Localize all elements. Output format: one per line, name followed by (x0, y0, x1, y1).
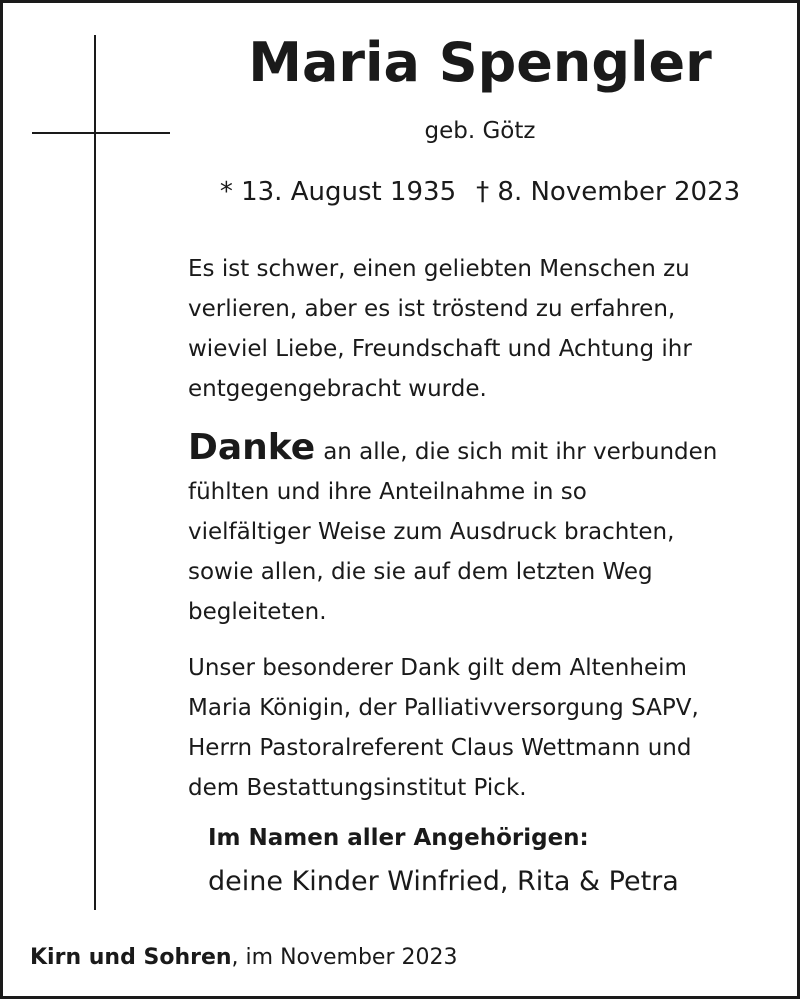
paragraph-line: Unser besonderer Dank gilt dem Altenheim (188, 655, 687, 681)
paragraph-line: sowie allen, die sie auf dem letzten Weg (188, 559, 653, 585)
paragraph-line: Es ist schwer, einen geliebten Menschen zu (188, 256, 690, 282)
paragraph-line: verlieren, aber es ist tröstend zu erfahren, (188, 296, 676, 322)
notice-date: , im November 2023 (231, 945, 458, 970)
paragraph-line: vielfältiger Weise zum Ausdruck brachten, (188, 519, 675, 545)
paragraph-line: begleiteten. (188, 599, 327, 625)
signatories: deine Kinder Winfried, Rita & Petra (208, 866, 679, 897)
closing-line: Im Namen aller Angehörigen: (208, 825, 589, 851)
thanks-paragraph (188, 428, 778, 632)
paragraph-line: entgegengebracht wurde. (188, 376, 487, 402)
paragraph-line: Maria Königin, der Palliativversorgung SAPV, (188, 695, 699, 721)
death-date: † 8. November 2023 (476, 177, 741, 207)
paragraph-line (188, 428, 778, 472)
paragraph-line: dem Bestattungsinstitut Pick. (188, 775, 527, 801)
birth-date: * 13. August 1935 (219, 177, 457, 207)
deceased-name: Maria Spengler (248, 31, 712, 94)
paragraph-line: Herrn Pastoralreferent Claus Wettmann und (188, 735, 692, 761)
paragraph-line: wieviel Liebe, Freundschaft und Achtung ihr (188, 336, 692, 362)
danke-heading: Danke (188, 427, 316, 468)
condolence-paragraph (188, 249, 778, 409)
place: Kirn und Sohren (30, 945, 232, 970)
danke-line-rest: an alle, die sich mit ihr verbunden (323, 439, 718, 465)
life-dates (180, 172, 780, 212)
cross-vertical-bar (94, 35, 96, 910)
paragraph-line: fühlten und ihre Anteilnahme in so (188, 479, 587, 505)
cross-horizontal-bar (32, 132, 170, 134)
special-thanks-paragraph (188, 648, 778, 808)
maiden-name: geb. Götz (424, 118, 536, 144)
place-and-date (30, 938, 458, 978)
